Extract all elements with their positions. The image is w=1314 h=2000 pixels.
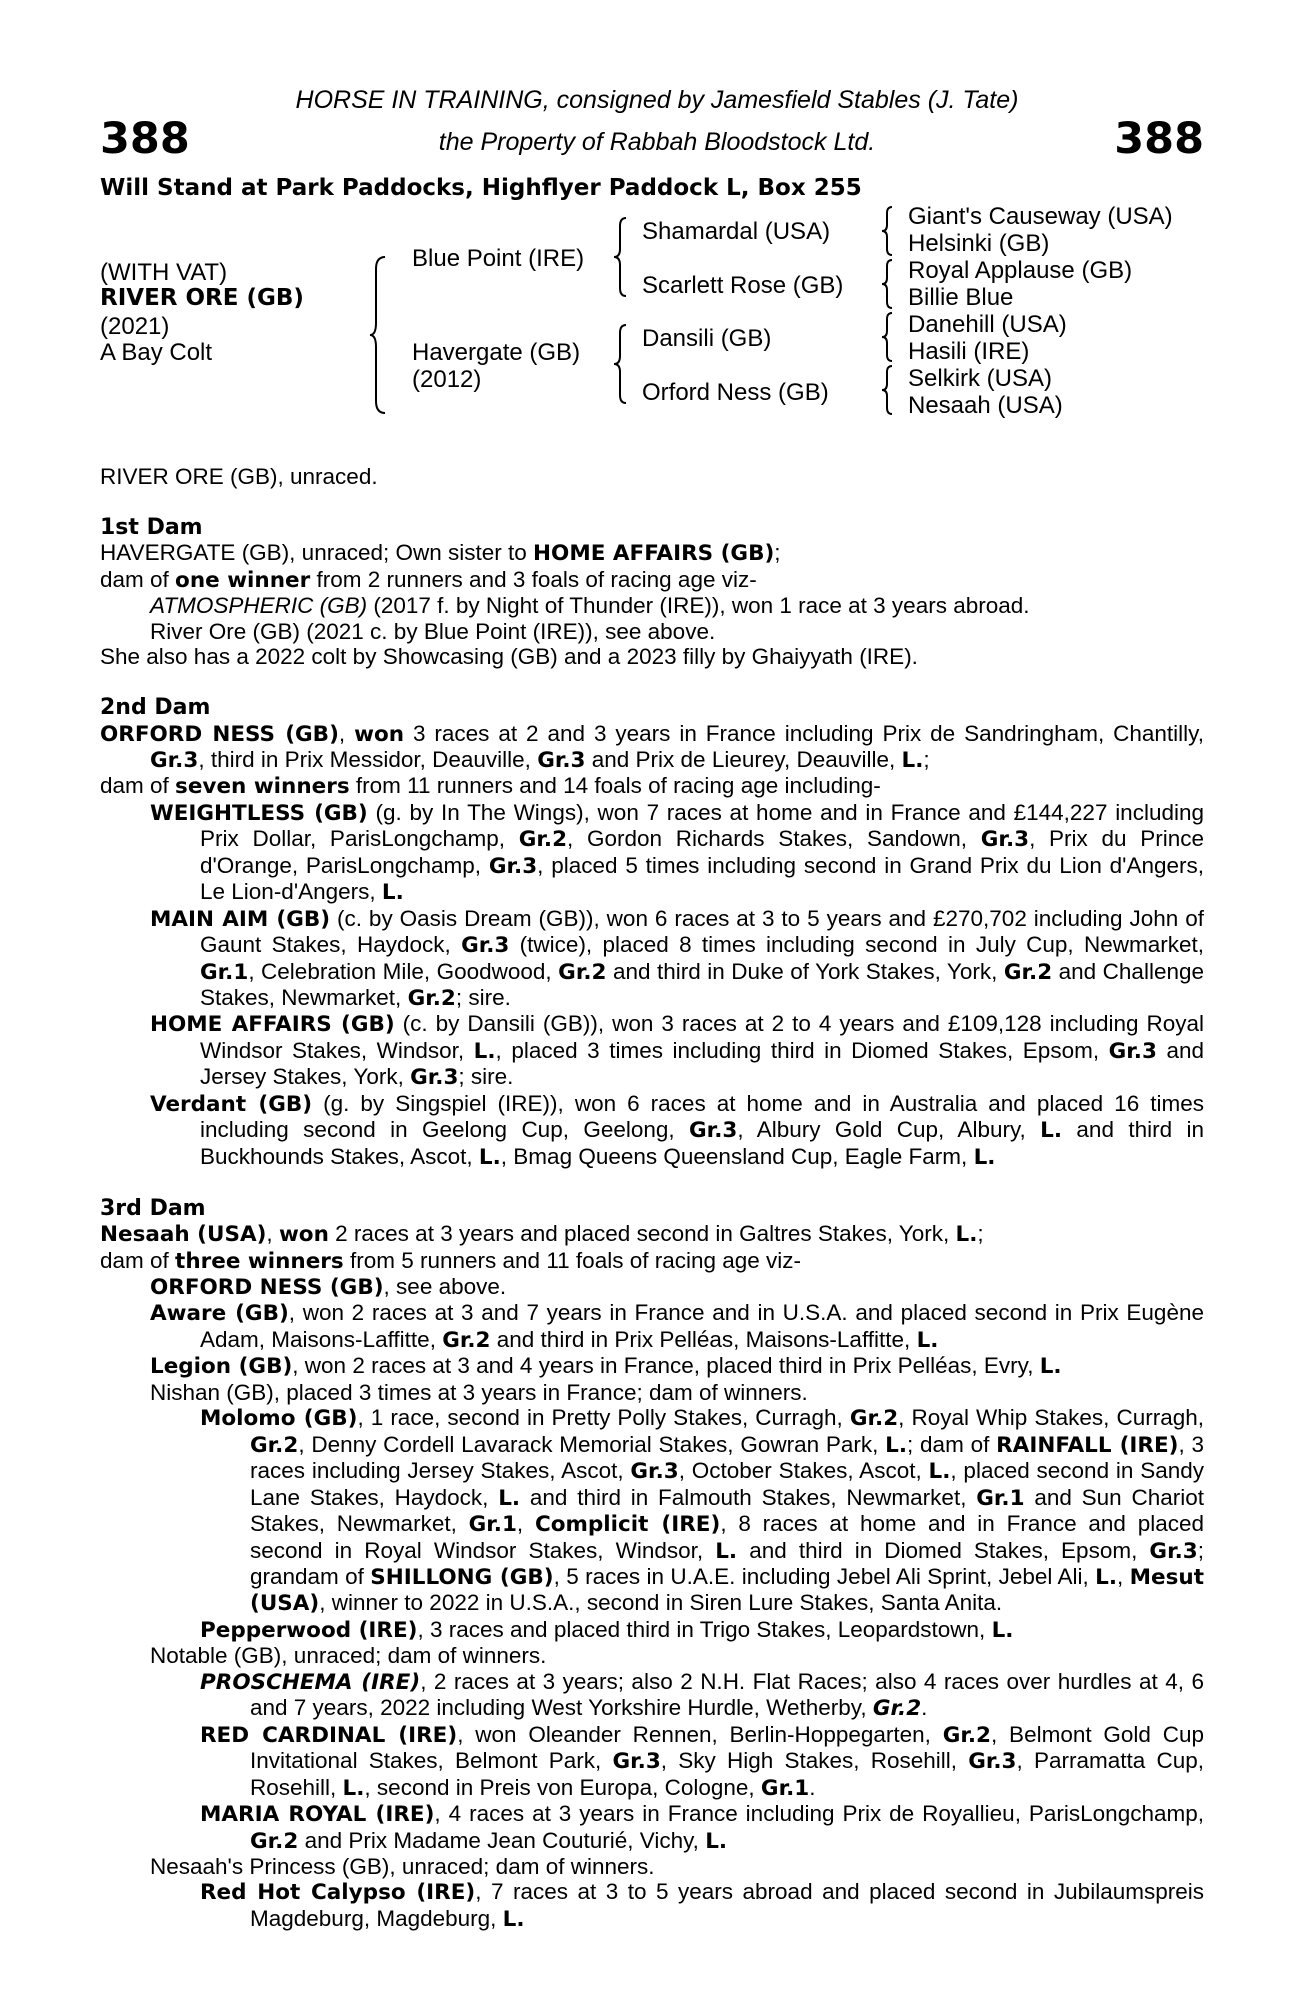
dam-of-line: dam of one winner from 2 runners and 3 foals of racing age viz- [100,566,757,593]
horse-name: MAIN AIM (GB) [150,906,331,932]
first-dam-line: HAVERGATE (GB), unraced; Own sister to HOME AFFAIRS (GB); [100,540,781,567]
dam-of-line: dam of three winners from 5 runners and 11 foals of racing age viz- [100,1247,802,1274]
sire-dam-sire: Royal Applause (GB) [908,257,1133,284]
progeny-entry: Red Hot Calypso (IRE), 7 races at 3 to 5 years abroad and placed second in Jubilaumspreis Magdeburg, Magdeburg, L. [200,1879,1204,1932]
horse-name: PROSCHEMA (IRE) [200,1669,421,1695]
lot-number-right: 388 [1114,114,1204,164]
dam-dam-dam: Nesaah (USA) [908,392,1063,419]
progeny-entry: ORFORD NESS (GB), see above. [150,1274,507,1300]
pedigree-brace [370,255,390,415]
dam-dam: Orford Ness (GB) [642,379,829,406]
sire-sire-dam: Helsinki (GB) [908,230,1050,257]
dam: Havergate (GB) [412,339,581,366]
progeny-entry: MAIN AIM (GB) (c. by Oasis Dream (GB)), won 6 races at 3 to 5 years and £270,702 including John of Gaunt Stakes, Haydock, Gr.3 (twice), placed 8 times including second in July Cup, Newmarket, Gr.1, Celebration Mile, Goodwood, Gr.2 and third in Duke of York Stakes, York, Gr.2 and Challenge Stakes, Newmarket, Gr.2; sire. [150,905,1205,1012]
horse-name: ATMOSPHERIC (GB) [150,593,368,619]
second-dam-heading: 2nd Dam [100,695,211,721]
progeny-entry: Verdant (GB) (g. by Singspiel (IRE)), won 6 races at home and in Australia and placed 16 times including second in Geelong Cup, Geelong, Gr.3, Albury Gold Cup, Albury, L. and third in Buckhounds Stakes, Ascot, L., Bmag Queens Queensland Cup, Eagle Farm, L. [150,1090,1204,1170]
sire-dam: Scarlett Rose (GB) [642,272,844,299]
progeny-entry: Molomo (GB), 1 race, second in Pretty Polly Stakes, Curragh, Gr.2, Royal Whip Stakes, Curragh, Gr.2, Denny Cordell Lavarack Memorial Stakes, Gowran Park, L.; dam of RAINFALL (IRE), 3 races including Jersey Stakes, Ascot, Gr.3, October Stakes, Ascot, L., placed second in Sandy Lane Stakes, Haydock, L. and third in Falmouth Stakes, Newmarket, Gr.1 and Sun Chariot Stakes, Newmarket, Gr.1, Complicit (IRE), 8 races at home and in France and placed second in Royal Windsor Stakes, Windsor, L. and third in Diomed Stakes, Epsom, Gr.3; grandam of SHILLONG (GB), 5 races in U.A.E. including Jebel Ali Sprint, Jebel Ali, L., Mesut (USA), winner to 2022 in U.S.A., second in Siren Lure Stakes, Santa Anita. [200,1405,1204,1617]
dam-sire: Dansili (GB) [642,325,772,352]
progeny-entry: River Ore (GB) (2021 c. by Blue Point (IRE)), see above. [150,618,716,644]
dam-record: Nesaah (USA), won 2 races at 3 years and placed second in Galtres Stakes, York, L.; [100,1221,984,1248]
horse-name: WEIGHTLESS (GB) [150,800,368,826]
horse-name: Aware (GB) [150,1301,289,1327]
lot-number-left: 388 [100,114,190,164]
consignment-line: HORSE IN TRAINING, consigned by Jamesfield Stables (J. Tate) [295,86,1019,114]
horse-name: Red Hot Calypso (IRE) [200,1880,476,1906]
dam-record: ORFORD NESS (GB), won 3 races at 2 and 3 years in France including Prix de Sandringham, Chantilly, Gr.3, third in Prix Messidor, Deauville, Gr.3 and Prix de Lieurey, Deauville, L.; [100,720,1205,773]
horse-name: ORFORD NESS (GB) [100,721,339,747]
progeny-entry: Notable (GB), unraced; dam of winners. [150,1643,547,1669]
horse-name: Nesaah (USA) [100,1222,267,1248]
dam-sire-sire: Danehill (USA) [908,311,1067,338]
progeny-entry: WEIGHTLESS (GB) (g. by In The Wings), won 7 races at home and in France and £144,227 including Prix Dollar, ParisLongchamp, Gr.2, Gordon Richards Stakes, Sandown, Gr.3, Prix du Prince d'Orange, ParisLongchamp, Gr.3, placed 5 times including second in Grand Prix du Lion d'Angers, Le Lion-d'Angers, L. [150,799,1205,906]
catalogue-body [100,464,1204,1932]
third-dam-heading: 3rd Dam [100,1195,206,1221]
pedigree-brace [614,323,630,405]
horse-name: Verdant (GB) [150,1091,313,1117]
pedigree-brace [882,258,896,310]
horse-name: Legion (GB) [150,1354,293,1380]
pedigree-brace [882,311,896,363]
pedigree-brace [882,364,896,416]
progeny-entry: Aware (GB), won 2 races at 3 and 7 years in France and in U.S.A. and placed second in Prix Eugène Adam, Maisons-Laffitte, Gr.2 and third in Prix Pelléas, Maisons-Laffitte, L. [150,1300,1204,1353]
foals-note: She also has a 2022 colt by Showcasing (GB) and a 2023 filly by Ghaiyyath (IRE). [100,644,918,670]
unraced-line: RIVER ORE (GB), unraced. [100,464,378,489]
horse-name: HOME AFFAIRS (GB) [533,541,775,567]
property-line: the Property of Rabbah Bloodstock Ltd. [438,128,876,156]
horse-name: Pepperwood (IRE) [200,1617,418,1643]
progeny-entry: Nishan (GB), placed 3 times at 3 years in France; dam of winners. [150,1379,808,1405]
sire-dam-dam: Billie Blue [908,284,1014,311]
horse-name: Molomo (GB) [200,1406,358,1432]
progeny-entry: MARIA ROYAL (IRE), 4 races at 3 years in France including Prix de Royallieu, ParisLongchamp, Gr.2 and Prix Madame Jean Couturié, Vichy, L. [200,1801,1204,1854]
sire: Blue Point (IRE) [412,245,585,272]
horse-year: (2021) [100,313,170,340]
horse-name: RIVER ORE (GB) [100,285,304,311]
dam-dam-sire: Selkirk (USA) [908,365,1053,392]
pedigree-brace [882,205,896,257]
stand-location: Will Stand at Park Paddocks, Highflyer Paddock L, Box 255 [100,175,862,201]
horse-description: A Bay Colt [100,339,213,366]
sire-sire-sire: Giant's Causeway (USA) [908,203,1173,230]
progeny-entry: Nesaah's Princess (GB), unraced; dam of winners. [150,1853,655,1879]
horse-name: RED CARDINAL (IRE) [200,1722,458,1748]
sire-sire: Shamardal (USA) [642,218,831,245]
horse-name: HOME AFFAIRS (GB) [150,1012,395,1038]
horse-name: ORFORD NESS (GB) [150,1275,384,1300]
horse-name: MARIA ROYAL (IRE) [200,1802,435,1828]
vat-note: (WITH VAT) [100,259,228,286]
progeny-entry: ATMOSPHERIC (GB) (2017 f. by Night of Thunder (IRE)), won 1 race at 3 years abroad. [150,593,1030,619]
progeny-entry: RED CARDINAL (IRE), won Oleander Rennen, Berlin-Hoppegarten, Gr.2, Belmont Gold Cup Invitational Stakes, Belmont Park, Gr.3, Sky High Stakes, Rosehill, Gr.3, Parramatta Cup, Rosehill, L., second in Preis von Europa, Cologne, Gr.1. [200,1721,1204,1801]
progeny-entry: Legion (GB), won 2 races at 3 and 4 years in France, placed third in Prix Pelléas, Evry, L. [150,1353,1062,1380]
progeny-entry: Pepperwood (IRE), 3 races and placed third in Trigo Stakes, Leopardstown, L. [200,1616,1014,1643]
first-dam-heading: 1st Dam [100,514,203,540]
progeny-entry: HOME AFFAIRS (GB) (c. by Dansili (GB)), won 3 races at 2 to 4 years and £109,128 including Royal Windsor Stakes, Windsor, L., placed 3 times including third in Diomed Stakes, Epsom, Gr.3 and Jersey Stakes, York, Gr.3; sire. [150,1011,1204,1091]
progeny-entry: PROSCHEMA (IRE), 2 races at 3 years; also 2 N.H. Flat Races; also 4 races over hurdles at 4, 6 and 7 years, 2022 including West Yorkshire Hurdle, Wetherby, Gr.2. [200,1668,1204,1722]
dam-of-line: dam of seven winners from 11 runners and 14 foals of racing age including- [100,773,881,800]
pedigree-brace [614,216,630,298]
dam-sire-dam: Hasili (IRE) [908,338,1030,365]
dam-year: (2012) [412,366,482,393]
